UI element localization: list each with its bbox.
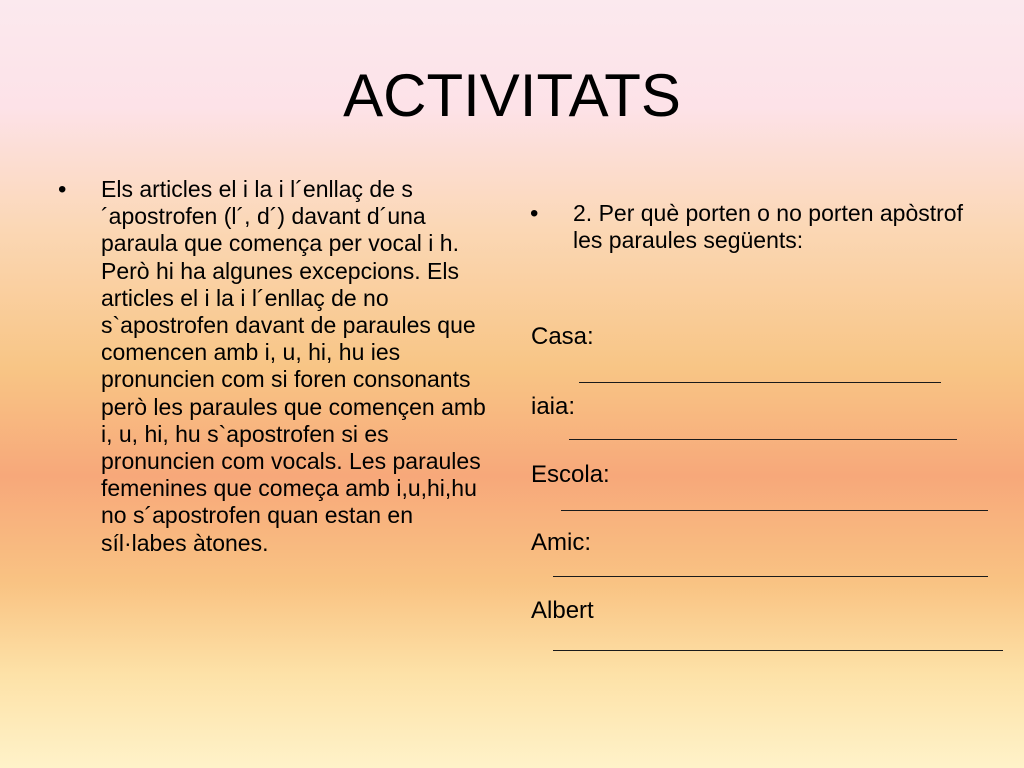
bullet-icon: • [58,176,67,203]
answer-blank-albert[interactable] [553,650,1003,651]
answer-blank-casa[interactable] [579,382,941,383]
answer-blank-amic[interactable] [553,576,988,577]
answer-label-albert: Albert [531,597,594,624]
answer-label-escola: Escola: [531,461,610,488]
answer-label-amic: Amic: [531,529,591,556]
explanation-text: Els articles el i la i l´enllaç de s´apostrofen (l´, d´) davant d´una paraula que comença per vocal i h. Però hi ha algunes excepcions. Els articles el i la i l´enllaç de no s`apostrofen davant de paraules que comencen amb i, u, hi, hu ies pronuncien com si foren consonants però les paraules que començen amb i, u, hi, hu s`apostrofen si es pronuncien com vocals. Les paraules femenines que começa amb i,u,hi,hu no s´apostrofen quan estan en síl·labes àtones. [101,176,486,556]
answer-blank-iaia[interactable] [569,439,957,440]
question-column [530,200,1010,254]
bullet-icon: • [530,200,539,227]
answer-blank-escola[interactable] [561,510,988,511]
explanation-bullet [58,176,498,557]
answer-label-iaia: iaia: [531,393,576,420]
question-bullet [530,200,1010,254]
answer-label-casa: Casa: [531,323,594,350]
explanation-column [58,176,498,557]
question-text: 2. Per què porten o no porten apòstrof les paraules següents: [573,200,963,253]
slide-title: ACTIVITATS [343,62,681,129]
